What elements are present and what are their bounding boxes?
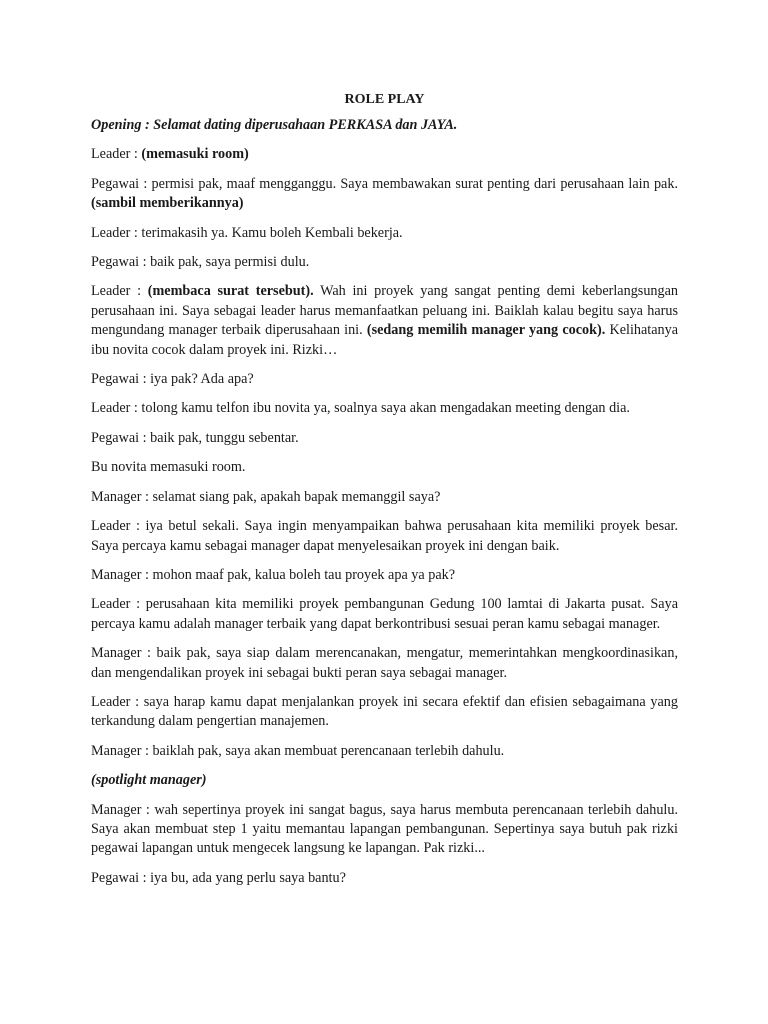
dialogue-line <box>91 282 678 360</box>
opening-line: Opening : Selamat dating diperusahaan PERKASA dan JAYA. <box>91 117 458 133</box>
dialogue-text: Wah ini proyek yang sangat penting demi keberlangsungan perusahaan ini. Saya sebagai leader harus memanfaatkan peluang ini. Baiklah kalau begitu saya harus mengundang manager terbaik diperusahaan ini. <box>91 283 678 339</box>
dialogue-line: Leader : perusahaan kita memiliki proyek pembangunan Gedung 100 lamtai di Jakarta pusat. Saya percaya kamu adalah manager terbaik yang dapat berkontribusi sesuai peran kamu sebagai manager. <box>91 596 678 632</box>
dialogue-line: Manager : selamat siang pak, apakah bapak memanggil saya? <box>91 488 441 505</box>
stage-direction-line: (spotlight manager) <box>91 772 207 789</box>
dialogue-text: Kelihatanya ibu novita cocok dalam proyek ini. Rizki… <box>91 322 679 358</box>
speaker-label: Leader : <box>91 283 148 300</box>
dialogue-line: Pegawai : iya pak? Ada apa? <box>91 371 254 388</box>
document-page <box>91 90 678 898</box>
dialogue-line: Manager : baiklah pak, saya akan membuat perencanaan terlebih dahulu. <box>91 742 505 759</box>
dialogue-line: Pegawai : baik pak, saya permisi dulu. <box>91 254 310 271</box>
stage-direction: (sambil memberikannya) <box>91 195 244 212</box>
speaker-label: Leader : <box>91 146 142 163</box>
dialogue-line: Pegawai : iya bu, ada yang perlu saya bantu? <box>91 869 346 886</box>
stage-direction: (membaca surat tersebut). <box>147 283 314 300</box>
dialogue-text: Pegawai : permisi pak, maaf mengganggu. Saya membawakan surat penting dari perusahaan lain pak. <box>91 175 678 192</box>
dialogue-line: Leader : terimakasih ya. Kamu boleh Kembali bekerja. <box>91 224 403 241</box>
dialogue-line: Leader : iya betul sekali. Saya ingin menyampaikan bahwa perusahaan kita memiliki proyek besar. Saya percaya kamu sebagai manager dapat menyelesaikan proyek ini dengan baik. <box>91 518 678 554</box>
dialogue-line: Pegawai : baik pak, tunggu sebentar. <box>91 429 299 446</box>
dialogue-line: Manager : mohon maaf pak, kalua boleh tau proyek apa ya pak? <box>91 566 456 583</box>
dialogue-line <box>91 175 678 214</box>
narration-line: Bu novita memasuki room. <box>91 459 246 476</box>
dialogue-line: Leader : tolong kamu telfon ibu novita ya, soalnya saya akan mengadakan meeting dengan dia. <box>91 400 630 417</box>
dialogue-line: Leader : saya harap kamu dapat menjalankan proyek ini secara efektif dan efisien sebagaimana yang terkandung dalam pengertian manajemen. <box>91 693 678 730</box>
stage-direction: (sedang memilih manager yang cocok). <box>366 322 606 339</box>
stage-direction: (memasuki room) <box>141 146 249 163</box>
dialogue-line <box>91 145 678 164</box>
document-title: ROLE PLAY <box>344 92 425 107</box>
dialogue-line: Manager : wah sepertinya proyek ini sangat bagus, saya harus membuta perencanaan terlebih dahulu. Saya akan membuat step 1 yaitu memantau lapangan pembangunan. Sepertinya saya butuh pak rizki pegawai lapangan untuk mengecek langsung ke lapangan. Pak rizki... <box>91 801 678 857</box>
dialogue-line: Manager : baik pak, saya siap dalam merencanakan, mengatur, memerintahkan mengkoordinasikan, dan mengendalikan proyek ini sebagai bukti peran saya sebagai manager. <box>91 645 678 681</box>
